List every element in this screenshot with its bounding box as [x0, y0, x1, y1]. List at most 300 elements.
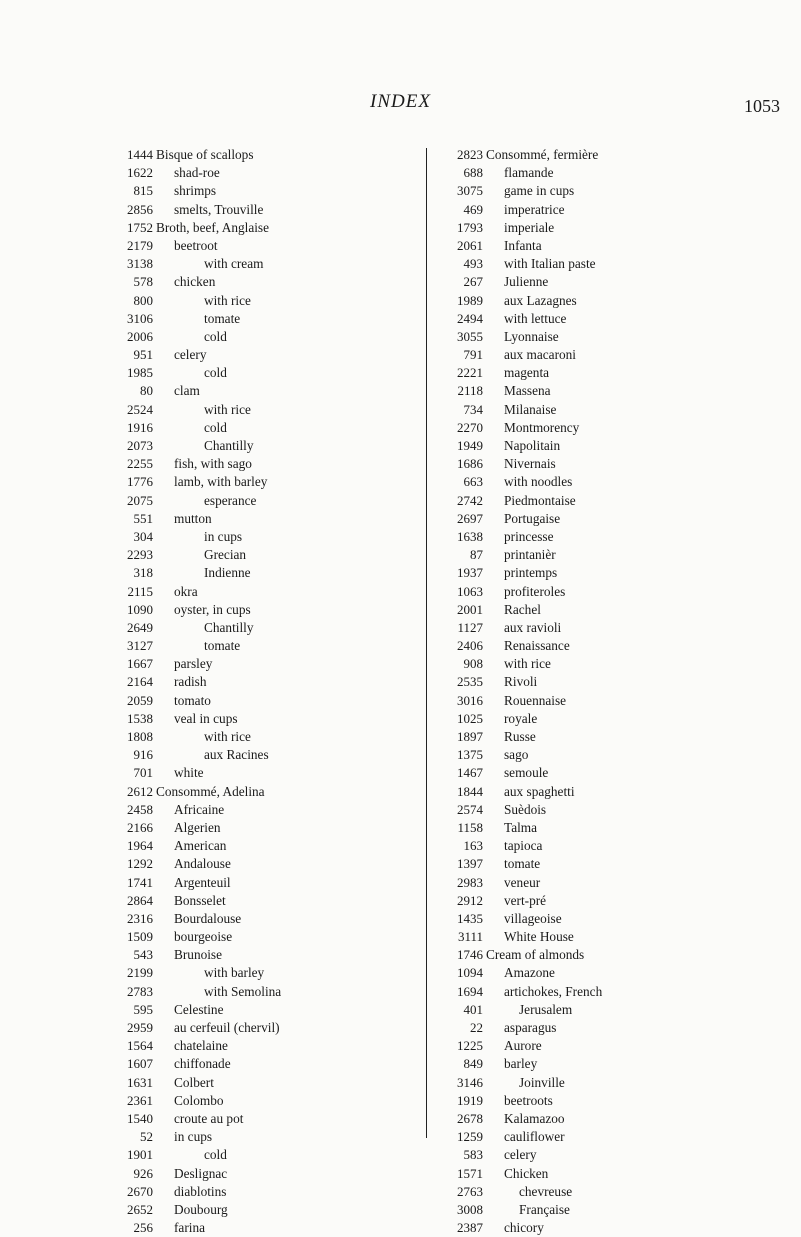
index-entry: [440, 746, 740, 764]
entry-page-number: 926: [133, 1165, 153, 1181]
entry-page-number: 87: [470, 547, 483, 563]
index-entry: [440, 892, 740, 910]
index-entry: [440, 1001, 740, 1019]
entry-text: chatelaine: [174, 1038, 228, 1054]
index-entry: [440, 619, 740, 637]
entry-page-number: 2983: [457, 874, 483, 890]
entry-page-number: 267: [463, 274, 483, 290]
index-entry: [110, 1128, 410, 1146]
entry-page-number: 80: [140, 383, 153, 399]
entry-text: tomate: [504, 856, 541, 872]
index-entry: [440, 564, 740, 582]
entry-page-number: 2073: [127, 438, 153, 453]
entry-page-number: 951: [133, 347, 153, 363]
index-entry: [440, 419, 740, 437]
entry-text: smelts, Trouville: [174, 201, 264, 217]
index-entry: [440, 783, 740, 801]
entry-page-number: 1916: [127, 419, 153, 435]
entry-text: lamb, with barley: [174, 474, 268, 490]
entry-page-number: 1752: [127, 219, 153, 235]
index-entry: [440, 382, 740, 400]
entry-page-number: 2001: [457, 601, 483, 617]
entry-page-number: 2959: [127, 1020, 153, 1035]
index-entry: [110, 219, 410, 237]
index-entry: [440, 764, 740, 782]
entry-page-number: 2075: [127, 492, 153, 508]
entry-page-number: 1540: [127, 1110, 153, 1126]
entry-page-number: 3127: [127, 638, 153, 654]
entry-page-number: 2856: [127, 201, 153, 217]
entry-text: Aurore: [504, 1038, 542, 1054]
entry-page-number: 1292: [127, 856, 153, 872]
entry-text: Piedmontaise: [504, 492, 576, 508]
entry-text: Grecian: [204, 547, 247, 563]
entry-page-number: 3075: [457, 183, 483, 199]
index-entry: [110, 764, 410, 782]
index-entry: [110, 437, 410, 455]
index-entry: [110, 983, 410, 1001]
entry-text: chevreuse: [519, 1183, 573, 1199]
entry-text: Talma: [504, 819, 538, 835]
entry-page-number: 701: [133, 765, 153, 781]
entry-text: Lyonnaise: [504, 328, 559, 344]
entry-page-number: 1158: [457, 819, 483, 835]
entry-text: veal in cups: [174, 710, 238, 726]
entry-page-number: 2061: [457, 237, 483, 253]
index-entry: [110, 382, 410, 400]
entry-page-number: 3055: [457, 328, 483, 344]
entry-page-number: 1375: [457, 747, 483, 763]
entry-page-number: 493: [463, 256, 483, 272]
entry-page-number: 2115: [127, 583, 153, 599]
index-entry: [440, 546, 740, 564]
entry-page-number: 595: [133, 1001, 153, 1017]
entry-page-number: 1667: [127, 656, 153, 672]
entry-text: Doubourg: [174, 1201, 228, 1217]
entry-text: radish: [174, 674, 207, 690]
entry-text: Consommé, Adelina: [156, 783, 265, 799]
entry-text: esperance: [204, 492, 257, 508]
index-entry: [110, 419, 410, 437]
entry-text: parsley: [174, 656, 213, 672]
entry-text: Broth, beef, Anglaise: [156, 219, 269, 235]
index-entry: [440, 583, 740, 601]
index-entry: [440, 1037, 740, 1055]
entry-page-number: 2199: [127, 965, 153, 981]
index-entry: [440, 692, 740, 710]
index-entry: [110, 892, 410, 910]
entry-page-number: 2742: [457, 492, 483, 508]
entry-text: chiffonade: [174, 1056, 231, 1072]
entry-text: with noodles: [504, 474, 573, 490]
index-entry: [440, 146, 740, 164]
entry-page-number: 1467: [457, 765, 483, 781]
entry-page-number: 1776: [127, 474, 153, 490]
entry-page-number: 1090: [127, 601, 153, 617]
entry-page-number: 1259: [457, 1129, 483, 1145]
entry-page-number: 1564: [127, 1038, 153, 1054]
entry-text: in cups: [174, 1129, 213, 1145]
entry-page-number: 2406: [457, 638, 483, 654]
entry-text: Chantilly: [204, 438, 254, 453]
entry-page-number: 2006: [127, 328, 153, 344]
entry-text: Deslignac: [174, 1165, 228, 1181]
entry-text: oyster, in cups: [174, 601, 251, 617]
entry-text: okra: [174, 583, 198, 599]
entry-page-number: 3008: [457, 1201, 483, 1217]
entry-page-number: 2164: [127, 674, 153, 690]
index-entry: [110, 819, 410, 837]
index-entry: [440, 164, 740, 182]
entry-text: diablotins: [174, 1183, 227, 1199]
entry-page-number: 543: [133, 947, 153, 963]
index-entry: [110, 237, 410, 255]
entry-text: croute au pot: [174, 1110, 244, 1126]
entry-text: vert-pré: [504, 892, 547, 908]
entry-text: au cerfeuil (chervil): [174, 1020, 280, 1035]
entry-page-number: 1937: [457, 565, 483, 581]
entry-text: printanièr: [504, 547, 556, 563]
entry-text: cauliflower: [504, 1129, 565, 1145]
entry-text: Africaine: [174, 801, 225, 817]
entry-text: with rice: [204, 729, 251, 744]
entry-page-number: 2574: [457, 801, 483, 817]
index-entry: [440, 201, 740, 219]
entry-page-number: 2535: [457, 674, 483, 690]
entry-page-number: 2783: [127, 983, 153, 999]
entry-text: printemps: [504, 565, 558, 581]
entry-text: bourgeoise: [174, 929, 233, 945]
entry-page-number: 2612: [127, 783, 153, 799]
entry-text: Consommé, fermière: [486, 147, 599, 162]
index-entry: [440, 273, 740, 291]
entry-text: Suèdois: [504, 801, 547, 817]
index-entry: [440, 346, 740, 364]
entry-text: Brunoise: [174, 947, 223, 963]
index-entry: [440, 1110, 740, 1128]
entry-text: cold: [204, 328, 227, 344]
entry-text: Milanaise: [504, 401, 557, 417]
entry-page-number: 2494: [457, 310, 483, 326]
index-entry: [110, 164, 410, 182]
entry-page-number: 1571: [457, 1165, 483, 1181]
entry-text: Rivoli: [504, 674, 538, 690]
index-entry: [440, 1092, 740, 1110]
index-entry: [110, 473, 410, 491]
entry-page-number: 908: [463, 656, 483, 672]
index-entry: [110, 1037, 410, 1055]
index-entry: [110, 1092, 410, 1110]
entry-page-number: 1741: [127, 874, 153, 890]
entry-text: veneur: [504, 874, 541, 890]
right-index-column: [440, 146, 740, 1237]
entry-text: Joinville: [519, 1074, 565, 1090]
index-entry: [110, 673, 410, 691]
index-entry: [440, 237, 740, 255]
entry-text: magenta: [504, 365, 550, 381]
index-entry: [110, 455, 410, 473]
entry-page-number: 2166: [127, 819, 153, 835]
entry-page-number: 663: [463, 474, 483, 490]
entry-text: cold: [204, 419, 227, 435]
entry-text: chicken: [174, 274, 216, 290]
entry-text: with barley: [204, 965, 265, 981]
index-entry: [110, 783, 410, 801]
entry-text: sago: [504, 747, 529, 763]
index-entry: [110, 837, 410, 855]
entry-page-number: 1985: [127, 365, 153, 381]
entry-page-number: 1622: [127, 165, 153, 181]
index-entry: [440, 1201, 740, 1219]
entry-text: with Italian paste: [504, 256, 596, 272]
entry-text: royale: [504, 710, 538, 726]
entry-page-number: 800: [133, 292, 153, 308]
entry-page-number: 2652: [127, 1201, 153, 1217]
entry-text: shad-roe: [174, 165, 220, 181]
index-entry: [440, 473, 740, 491]
index-entry: [440, 710, 740, 728]
entry-page-number: 791: [463, 347, 483, 363]
entry-text: Cream of almonds: [486, 947, 585, 963]
entry-text: fish, with sago: [174, 456, 252, 472]
entry-text: artichokes, French: [504, 983, 603, 999]
entry-text: aux Lazagnes: [504, 292, 577, 308]
entry-page-number: 1897: [457, 729, 483, 744]
entry-text: Rouennaise: [504, 692, 567, 708]
index-entry: [110, 728, 410, 746]
entry-text: flamande: [504, 165, 554, 181]
index-entry: [110, 328, 410, 346]
entry-page-number: 1094: [457, 965, 483, 981]
entry-page-number: 2458: [127, 801, 153, 817]
index-entry: [110, 1019, 410, 1037]
entry-page-number: 2387: [457, 1220, 483, 1236]
entry-text: Jerusalem: [519, 1001, 573, 1017]
index-entry: [110, 964, 410, 982]
entry-text: Renaissance: [504, 638, 570, 654]
index-entry: [110, 364, 410, 382]
entry-page-number: 256: [133, 1220, 153, 1236]
entry-text: Argenteuil: [174, 874, 231, 890]
index-entry: [440, 1019, 740, 1037]
entry-page-number: 2059: [127, 692, 153, 708]
entry-page-number: 2118: [457, 383, 483, 399]
entry-page-number: 3146: [457, 1074, 483, 1090]
entry-text: villageoise: [504, 910, 562, 926]
index-entry: [440, 1128, 740, 1146]
index-entry: [110, 546, 410, 564]
index-entry: [110, 564, 410, 582]
entry-page-number: 2293: [127, 547, 153, 563]
entry-text: with cream: [204, 256, 264, 272]
index-entry: [110, 692, 410, 710]
entry-text: Infanta: [504, 237, 542, 253]
entry-text: Chantilly: [204, 619, 254, 635]
entry-page-number: 318: [133, 565, 153, 581]
entry-page-number: 2524: [127, 401, 153, 417]
entry-page-number: 2649: [127, 619, 153, 635]
entry-page-number: 849: [463, 1056, 483, 1072]
entry-text: Napolitain: [504, 438, 561, 453]
index-entry: [440, 528, 740, 546]
entry-text: Montmorency: [504, 419, 580, 435]
index-entry: [110, 801, 410, 819]
index-entry: [440, 310, 740, 328]
entry-page-number: 916: [133, 747, 153, 763]
index-entry: [110, 855, 410, 873]
entry-text: cold: [204, 1147, 227, 1163]
entry-text: Julienne: [504, 274, 549, 290]
index-entry: [440, 219, 740, 237]
index-entry: [110, 1219, 410, 1237]
index-entry: [440, 964, 740, 982]
entry-text: Algerien: [174, 819, 221, 835]
entry-page-number: 551: [133, 510, 153, 526]
entry-text: imperiale: [504, 219, 555, 235]
entry-text: celery: [174, 347, 207, 363]
entry-page-number: 1397: [457, 856, 483, 872]
entry-page-number: 1638: [457, 528, 483, 544]
entry-text: tapioca: [504, 838, 543, 854]
entry-page-number: 734: [463, 401, 483, 417]
entry-page-number: 1538: [127, 710, 153, 726]
entry-text: White House: [504, 929, 574, 945]
index-entry: [440, 946, 740, 964]
index-entry: [110, 601, 410, 619]
index-entry: [440, 601, 740, 619]
index-entry: [110, 310, 410, 328]
entry-text: farina: [174, 1220, 206, 1236]
entry-text: with rice: [504, 656, 551, 672]
index-entry: [440, 292, 740, 310]
index-entry: [440, 655, 740, 673]
entry-text: Colombo: [174, 1092, 224, 1108]
entry-text: Bonsselet: [174, 892, 226, 908]
index-entry: [440, 492, 740, 510]
entry-page-number: 2361: [127, 1092, 153, 1108]
entry-text: imperatrice: [504, 201, 565, 217]
entry-text: with lettuce: [504, 310, 567, 326]
index-entry: [440, 401, 740, 419]
index-entry: [110, 1110, 410, 1128]
entry-text: American: [174, 838, 227, 854]
entry-page-number: 163: [463, 838, 483, 854]
entry-page-number: 1808: [127, 729, 153, 744]
entry-page-number: 1607: [127, 1056, 153, 1072]
entry-text: Russe: [504, 729, 536, 744]
index-entry: [110, 1055, 410, 1073]
index-entry: [440, 255, 740, 273]
index-entry: [440, 801, 740, 819]
index-entry: [440, 437, 740, 455]
index-entry: [440, 819, 740, 837]
index-entry: [440, 1219, 740, 1237]
entry-page-number: 3138: [127, 256, 153, 272]
entry-page-number: 1025: [457, 710, 483, 726]
index-entry: [440, 455, 740, 473]
entry-text: Amazone: [504, 965, 555, 981]
entry-text: celery: [504, 1147, 537, 1163]
index-entry: [440, 928, 740, 946]
entry-page-number: 2823: [457, 147, 483, 162]
index-entry: [110, 146, 410, 164]
entry-text: shrimps: [174, 183, 217, 199]
entry-page-number: 3106: [127, 310, 153, 326]
entry-text: Kalamazoo: [504, 1110, 565, 1126]
index-entry: [110, 401, 410, 419]
index-entry: [110, 874, 410, 892]
entry-text: semoule: [504, 765, 549, 781]
entry-page-number: 2670: [127, 1183, 153, 1199]
entry-page-number: 578: [133, 274, 153, 290]
entry-page-number: 2255: [127, 456, 153, 472]
index-entry: [110, 710, 410, 728]
entry-page-number: 2912: [457, 892, 483, 908]
entry-text: profiteroles: [504, 583, 566, 599]
page-number: 1053: [744, 96, 780, 116]
index-entry: [110, 346, 410, 364]
entry-page-number: 1435: [457, 910, 483, 926]
entry-text: with rice: [204, 292, 251, 308]
index-entry: [110, 1183, 410, 1201]
entry-text: Bisque of scallops: [156, 147, 254, 162]
entry-page-number: 2270: [457, 419, 483, 435]
entry-page-number: 1127: [457, 619, 483, 635]
index-entry: [110, 255, 410, 273]
entry-text: mutton: [174, 510, 212, 526]
entry-page-number: 1746: [457, 947, 483, 963]
entry-page-number: 1949: [457, 438, 483, 453]
index-entry: [110, 182, 410, 200]
left-index-column: [110, 146, 410, 1237]
index-entry: [110, 528, 410, 546]
index-entry: [440, 510, 740, 528]
index-entry: [110, 910, 410, 928]
entry-page-number: 2678: [457, 1110, 483, 1126]
entry-text: Nivernais: [504, 456, 556, 472]
entry-text: Bourdalouse: [174, 910, 242, 926]
entry-text: chicory: [504, 1220, 544, 1236]
entry-page-number: 1964: [127, 838, 153, 854]
page-title: INDEX: [370, 91, 431, 112]
entry-text: Colbert: [174, 1074, 214, 1090]
index-entry: [110, 655, 410, 673]
entry-text: aux macaroni: [504, 347, 576, 363]
entry-page-number: 1063: [457, 583, 483, 599]
entry-page-number: 1225: [457, 1038, 483, 1054]
index-entry: [110, 510, 410, 528]
entry-page-number: 688: [463, 165, 483, 181]
entry-page-number: 1989: [457, 292, 483, 308]
entry-page-number: 2697: [457, 510, 483, 526]
entry-page-number: 304: [133, 528, 153, 544]
index-entry: [440, 1146, 740, 1164]
entry-text: aux Racines: [204, 747, 269, 763]
index-entry: [110, 946, 410, 964]
entry-page-number: 2316: [127, 910, 153, 926]
index-entry: [440, 855, 740, 873]
entry-text: barley: [504, 1056, 538, 1072]
index-entry: [440, 673, 740, 691]
entry-text: tomate: [204, 638, 241, 654]
entry-page-number: 2864: [127, 892, 153, 908]
index-entry: [110, 492, 410, 510]
entry-text: aux ravioli: [504, 619, 562, 635]
entry-page-number: 1509: [127, 929, 153, 945]
index-entry: [110, 928, 410, 946]
index-entry: [110, 273, 410, 291]
entry-text: Rachel: [504, 601, 541, 617]
